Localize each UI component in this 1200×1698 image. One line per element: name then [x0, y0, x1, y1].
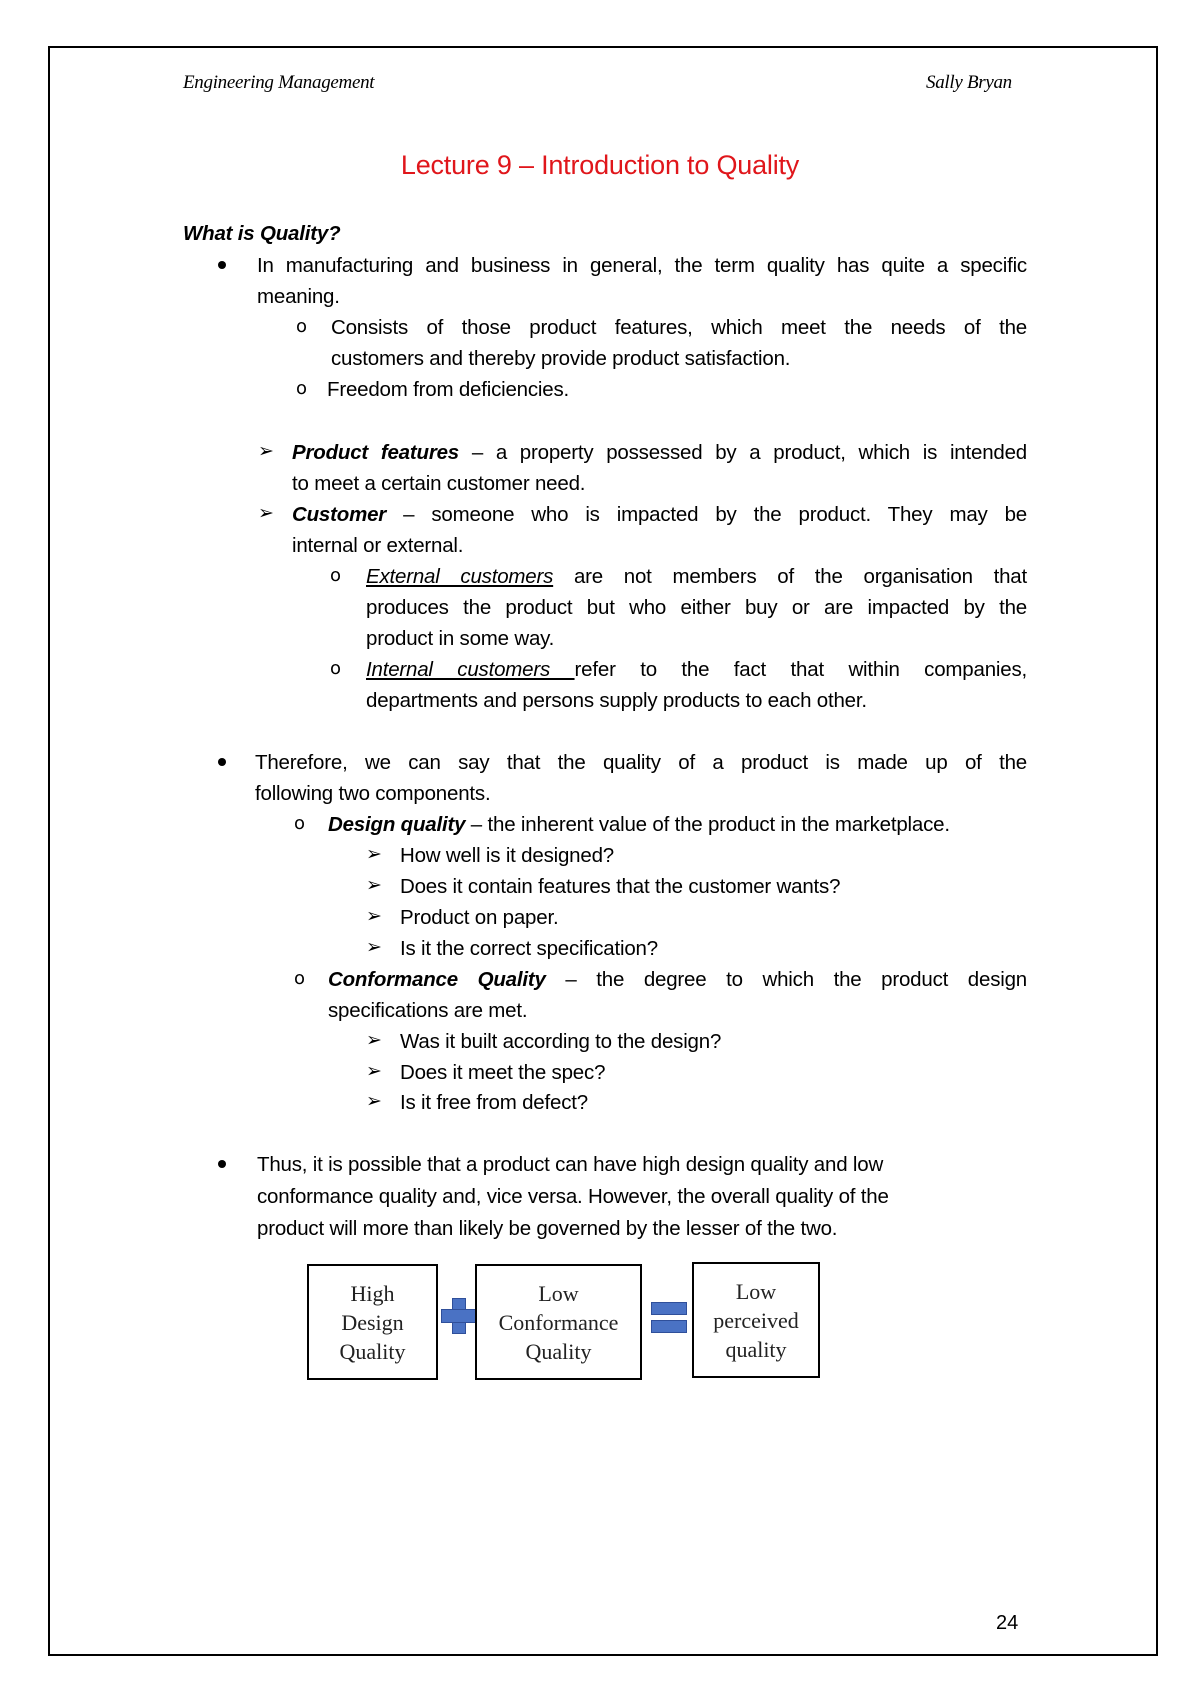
def-customer-line-1 [292, 499, 1027, 530]
arrow-bullet-icon: ➢ [366, 936, 382, 958]
box-line: Quality [525, 1338, 592, 1364]
external-customers-definition: are not members of the organisation that [553, 565, 1027, 588]
bullet-2-line-2: following two components. [255, 782, 491, 805]
box-line: Design [341, 1309, 404, 1335]
design-quality-definition: – the inherent value of the product in the marketplace. [465, 813, 950, 836]
box-line: Low [735, 1278, 777, 1304]
high-design-quality-box [307, 1264, 438, 1380]
internal-customers-definition: refer to the fact that within companies, [574, 658, 1027, 681]
arrow-bullet-icon: ➢ [366, 843, 382, 865]
circle-bullet-icon: o [330, 565, 342, 586]
bullet-3-line-1: Thus, it is possible that a product can have high design quality and low [257, 1153, 884, 1176]
bullet-1-sub-1-line-2: customers and thereby provide product satisfaction. [331, 347, 791, 370]
bullet-2-line-1: Therefore, we can say that the quality of a product is made up of the [255, 751, 1027, 774]
def-external-line-2: produces the product but who either buy or are impacted by the [366, 596, 1027, 619]
equals-icon [651, 1302, 687, 1315]
bullet-1-sub-1-line-1: Consists of those product features, which meet the needs of the [331, 316, 1027, 339]
arrow-bullet-icon: ➢ [366, 1090, 382, 1112]
header-course: Engineering Management [183, 72, 375, 93]
header-author: Sally Bryan [926, 72, 1012, 93]
equals-icon [651, 1320, 687, 1333]
box-line: Conformance [498, 1309, 619, 1335]
arrow-bullet-icon: ➢ [366, 874, 382, 896]
def-product-features-line-2: to meet a certain customer need. [292, 472, 586, 495]
arrow-bullet-icon: ➢ [366, 905, 382, 927]
circle-bullet-icon: o [330, 658, 342, 679]
def-product-features-line-1 [292, 437, 1027, 468]
page-number: 24 [996, 1612, 1019, 1634]
bullet-1-line-2: meaning. [257, 285, 340, 308]
circle-bullet-icon: o [294, 968, 306, 989]
def-external-line-3: product in some way. [366, 627, 555, 650]
conformance-quality-line-1 [328, 964, 1027, 995]
design-quality-item: How well is it designed? [400, 844, 614, 867]
arrow-bullet-icon: ➢ [366, 1060, 382, 1082]
conformance-quality-line-2: specifications are met. [328, 999, 528, 1022]
arrow-bullet-icon: ➢ [366, 1029, 382, 1051]
conformance-quality-definition: – the degree to which the product design [545, 968, 1028, 991]
bullet-3-line-2: conformance quality and, vice versa. However, the overall quality of the [257, 1185, 889, 1208]
circle-bullet-icon: o [294, 813, 306, 834]
box-line: High [350, 1280, 395, 1306]
design-quality-item: Product on paper. [400, 906, 559, 929]
box-line: Quality [339, 1338, 406, 1364]
box-line: perceived [713, 1307, 799, 1333]
page-title: Lecture 9 – Introduction to Quality [400, 150, 800, 180]
def-external-line-1 [366, 561, 1027, 592]
product-features-term: Product features [292, 441, 460, 464]
def-internal-line-2: departments and persons supply products to each other. [366, 689, 867, 712]
box-line: Low [538, 1280, 579, 1306]
circle-bullet-icon: o [296, 378, 308, 399]
bullet-dot-icon [218, 261, 226, 269]
def-internal-line-1 [366, 654, 1027, 685]
bullet-dot-icon [218, 1160, 226, 1168]
design-quality-line [328, 809, 950, 840]
customer-definition: – someone who is impacted by the product. They may be [386, 503, 1027, 526]
bullet-3-line-3: product will more than likely be governed by the lesser of the two. [257, 1217, 838, 1240]
design-quality-item: Is it the correct specification? [400, 937, 658, 960]
external-customers-term: External customers [366, 565, 554, 588]
conformance-quality-item: Is it free from defect? [400, 1091, 588, 1114]
design-quality-item: Does it contain features that the customer wants? [400, 875, 841, 898]
bullet-dot-icon [218, 758, 226, 766]
section-heading: What is Quality? [183, 222, 341, 245]
design-quality-term: Design quality [328, 813, 466, 836]
arrow-bullet-icon: ➢ [258, 502, 274, 524]
low-perceived-quality-box [692, 1262, 820, 1378]
customer-term: Customer [292, 503, 387, 526]
conformance-quality-term: Conformance Quality [328, 968, 546, 991]
conformance-quality-item: Does it meet the spec? [400, 1061, 606, 1084]
internal-customers-term: Internal customers [366, 658, 575, 681]
arrow-bullet-icon: ➢ [258, 440, 274, 462]
product-features-definition: – a property possessed by a product, which is intended [459, 441, 1028, 464]
bullet-1-sub-2: Freedom from deficiencies. [327, 378, 570, 401]
bullet-1-line-1: In manufacturing and business in general, the term quality has quite a specific [257, 254, 1027, 277]
box-line: quality [725, 1336, 787, 1362]
def-customer-line-2: internal or external. [292, 534, 464, 557]
circle-bullet-icon: o [296, 316, 308, 337]
low-conformance-quality-box [475, 1264, 642, 1380]
plus-icon [441, 1309, 477, 1323]
conformance-quality-item: Was it built according to the design? [400, 1030, 722, 1053]
